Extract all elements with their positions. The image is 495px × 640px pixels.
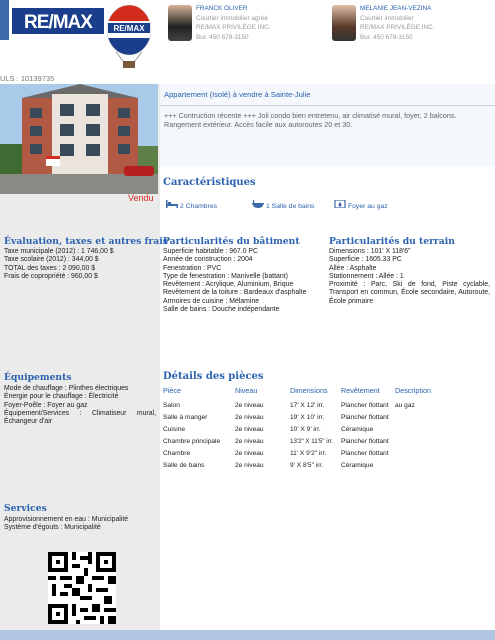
bed-icon: [166, 200, 180, 210]
agent-agency: RE/MAX PRIVILÈGE INC.: [360, 24, 435, 31]
evaluation-line: Taxe municipale (2012) : 1 746,00 $: [4, 248, 114, 255]
listing-title: Appartement (Isolé) à vendre à Sainte-Julie: [164, 90, 311, 99]
room-cell: 13'2" X 11'5" irr.: [290, 438, 334, 445]
svg-text:RE/MAX: RE/MAX: [113, 24, 145, 33]
room-cell: 2e niveau: [235, 414, 264, 421]
room-cell: Cuisine: [163, 426, 185, 433]
header-accent-strip: [0, 0, 9, 40]
equipements-line: Mode de chauffage : Plinthes électriques: [4, 385, 129, 392]
room-cell: Plancher flottant: [341, 450, 389, 457]
listing-description: +++ Contruction récente +++ Joli condo bien entretenu, air climatisé mural, foyer, 2 balcons. Rangement extérieur. Accès facile aux autoroutes 20 et 30.: [164, 111, 457, 129]
feature-label: 2 Chambres: [180, 203, 218, 210]
room-cell: Chambre principale: [163, 438, 221, 445]
remax-logo-text: RE/MAX: [24, 12, 92, 33]
room-cell: Chambre: [163, 450, 191, 457]
footer-bar: [0, 630, 495, 640]
feature-bedrooms: [166, 200, 217, 210]
batiment-line: Armoires de cuisine : Mélamine: [163, 297, 260, 305]
room-cell: 9' X 8'5" irr.: [290, 462, 324, 469]
listing-uls: ULS : 10139735: [0, 74, 55, 83]
agent-photo: [332, 5, 356, 41]
batiment-line: Salle de bains : Douche indépendante: [163, 306, 280, 314]
batiment-list: [163, 248, 323, 314]
remax-logo: [12, 8, 104, 34]
balloon-logo: [104, 4, 154, 70]
equipements-heading: Équipements: [4, 372, 72, 383]
terrain-line: Dimensions : 101' X 118'6": [329, 248, 411, 255]
room-cell: 2e niveau: [235, 426, 264, 433]
batiment-line: Revêtement : Acrylique, Aluminium, Brique: [163, 281, 294, 289]
agent-phone[interactable]: Bur. 450 678-3150: [360, 33, 413, 41]
evaluation-line: Taxe scolaire (2012) : 344,00 $: [4, 256, 99, 264]
equipements-line: Foyer-Poêle : Foyer au gaz: [4, 401, 88, 409]
room-cell: 11' X 9'2" irr.: [290, 450, 327, 457]
room-cell: 17' X 12' irr.: [290, 402, 325, 409]
rooms-col-header: Pièce: [163, 386, 181, 395]
room-cell: Céramique: [341, 462, 374, 469]
property-photo[interactable]: [0, 84, 158, 194]
rooms-col-header: Revêtement: [341, 386, 380, 395]
feature-label: 1 Salle de bains: [266, 203, 315, 210]
feature-label: Foyer au gaz: [348, 203, 388, 210]
rooms-col-header: Description: [395, 386, 431, 395]
terrain-heading: Particularités du terrain: [329, 236, 455, 247]
terrain-line: Proximité : Parc, Ski de fond, Piste cyclable, Transport en commun, École secondaire, Autoroute, École primaire: [329, 281, 490, 305]
room-cell: 2e niveau: [235, 438, 264, 445]
batiment-line: Année de construction : 2004: [163, 256, 253, 264]
room-cell: Plancher flottant: [341, 414, 389, 421]
services-line: Système d'égouts : Municipalité: [4, 524, 101, 532]
batiment-line: Revêtement de la toiture : Bardeaux d'asphalte: [163, 289, 307, 297]
room-cell: Céramique: [341, 426, 374, 433]
room-cell: Plancher flottant: [341, 438, 389, 445]
room-cell: 10' X 9' irr.: [290, 426, 321, 433]
terrain-line: Superficie : 1605.33 PC: [329, 256, 402, 264]
rooms-col-header: Niveau: [235, 386, 258, 395]
batiment-line: Fenestration : PVC: [163, 264, 222, 272]
header: [0, 0, 495, 70]
fireplace-icon: [334, 200, 348, 210]
evaluation-heading: Évaluation, taxes et autres frais: [4, 236, 168, 247]
room-cell: Salle à manger: [163, 414, 208, 421]
caracteristiques-heading: Caractéristiques: [163, 177, 256, 188]
room-cell: 2e niveau: [235, 450, 264, 457]
room-cell: 19' X 10' irr.: [290, 414, 325, 421]
room-cell: 2e niveau: [235, 402, 264, 409]
evaluation-line: Frais de copropriété : 960,00 $: [4, 272, 98, 280]
agent-agency: RE/MAX PRIVILÈGE INC.: [196, 24, 271, 31]
room-cell: Salon: [163, 402, 180, 409]
terrain-line: Stationnement : Allée : 1: [329, 272, 404, 280]
evaluation-line: TOTAL des taxes : 2 090,00 $: [4, 264, 96, 272]
sold-label: Vendu: [128, 193, 154, 203]
room-cell: 2e niveau: [235, 462, 264, 469]
room-cell: Salle de bains: [163, 462, 205, 469]
listing-summary: [160, 84, 495, 166]
agent-photo: [168, 5, 192, 41]
equipements-line: Énergie pour le chauffage : Électricité: [4, 393, 119, 401]
batiment-heading: Particularités du bâtiment: [163, 236, 300, 247]
services-line: Approvisionnement en eau : Municipalité: [4, 516, 129, 523]
equipements-line: Équipement/Services : Climatiseur mural, Échangeur d'air: [4, 409, 156, 426]
listing-title-row: [160, 84, 495, 106]
terrain-list: [329, 248, 490, 306]
pieces-heading: Détails des pièces: [163, 371, 264, 382]
rooms-col-header: Dimensions: [290, 386, 328, 395]
equipements-list: [4, 385, 156, 426]
batiment-line: Superficie habitable : 967.0 PC: [163, 248, 258, 255]
room-cell: Plancher flottant: [341, 402, 389, 409]
qr-code[interactable]: [48, 552, 116, 624]
agent-name[interactable]: MELANIE JEAN-VEZINA: [360, 5, 432, 12]
agent-phone[interactable]: Bur. 450 678-3150: [196, 33, 249, 41]
feature-bathrooms: [252, 200, 314, 210]
services-heading: Services: [4, 503, 47, 514]
feature-fireplace: [334, 200, 388, 210]
agent-title: Courtier immobilier agréé: [196, 14, 268, 22]
batiment-line: Type de fenestration : Manivelle (battant): [163, 272, 288, 280]
services-list: [4, 516, 156, 533]
evaluation-list: [4, 248, 156, 281]
agent-name[interactable]: FRANCK OLIVER: [196, 5, 248, 12]
room-cell: au gaz: [395, 402, 415, 409]
agent-title: Courtier immobilier: [360, 14, 414, 22]
bathtub-icon: [252, 200, 266, 210]
terrain-line: Allée : Asphalte: [329, 264, 377, 272]
